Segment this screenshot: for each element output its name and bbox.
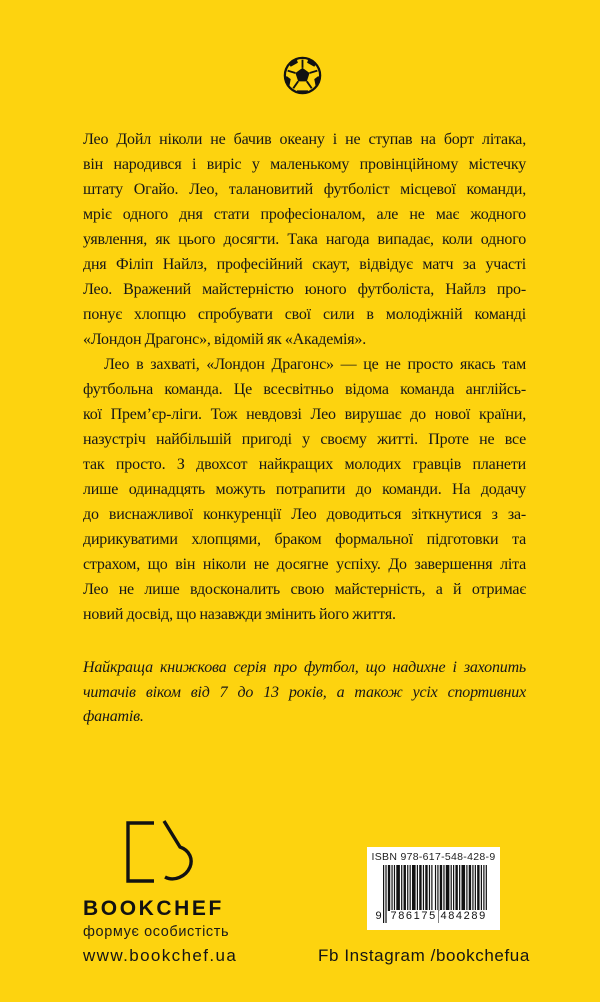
barcode-block <box>367 847 500 930</box>
text-line: Найкраща книжкова серія про футбол, що надихне і захопить <box>83 659 526 676</box>
publisher-social: Fb Instagram /bookchefua <box>318 946 530 965</box>
synopsis <box>83 127 526 627</box>
publisher-name: BOOKCHEF <box>83 897 224 920</box>
text-line: так просто. З двохсот найкращих молодих гравців планети <box>83 456 526 473</box>
text-line: фанатів. <box>83 708 144 725</box>
text-line: він народився і виріс у маленькому провінційному містечку <box>83 156 526 173</box>
text-line: кої Прем’єр-ліги. Тож невдовзі Лео вирушає до нової країни, <box>83 406 526 423</box>
publisher-website: www.bookchef.ua <box>83 946 238 965</box>
text-line: Лео не лише вдосконалить свою майстерність, а й отримає <box>83 581 526 598</box>
barcode-bars <box>375 865 493 923</box>
text-line: «Лондон Драгонс», відомій як «Академія». <box>83 331 367 348</box>
synopsis-paragraph-1 <box>83 127 526 352</box>
text-line: дня Філіп Найлз, професійний скаут, відвідує матч за участі <box>83 256 526 273</box>
text-line: до виснажливої конкуренції Лео доводиться зіткнутися з за- <box>83 506 526 523</box>
barcode-digit-group: 484289 <box>440 910 487 922</box>
publisher-tagline: формує особистість <box>83 924 230 940</box>
text-line: новий досвід, що назавжди змінить його життя. <box>83 606 396 623</box>
barcode-digit-group: 786175 <box>390 910 437 922</box>
text-line: футбольна команда. Це всесвітньо відома команда англійсь- <box>83 381 526 398</box>
text-line: страхом, що він ніколи не досягне успіху. До завершення літа <box>83 556 526 573</box>
text-line: назустріч найбільшій пригоді у своєму житті. Проте не все <box>83 431 526 448</box>
text-line: штату Огайо. Лео, талановитий футболіст місцевої команди, <box>83 181 526 198</box>
barcode-digit-group: 9 <box>375 910 382 922</box>
isbn-label: ISBN 978-617-548-428-9 <box>371 851 496 863</box>
bookchef-monogram-icon <box>124 820 194 884</box>
soccer-ball-icon <box>282 55 323 96</box>
series-blurb <box>83 656 526 730</box>
text-line: дирикуватими хлопцями, браком формальної підготовки та <box>83 531 526 548</box>
text-line: Лео Дойл ніколи не бачив океану і не ступав на борт літака, <box>83 131 526 148</box>
text-line: понує хлопцю спробувати свої сили в молодіжній команді <box>83 306 526 323</box>
text-line: лише одинадцять можуть потрапити до команди. На додачу <box>83 481 526 498</box>
publisher-block <box>83 820 235 940</box>
text-line: Лео в захваті, «Лондон Драгонс» — це не просто якась там <box>104 356 526 373</box>
text-line: Лео. Вражений майстерністю юного футболіста, Найлз про- <box>83 281 526 298</box>
text-line: мріє одного дня стати професіоналом, але не має жодного <box>83 206 526 223</box>
text-line: уявлення, як цього досягти. Така нагода випадає, коли одного <box>83 231 526 248</box>
synopsis-paragraph-2 <box>83 352 526 627</box>
text-line: читачів віком від 7 до 13 років, а також усіх спортивних <box>83 683 526 701</box>
barcode-digits <box>375 910 493 923</box>
